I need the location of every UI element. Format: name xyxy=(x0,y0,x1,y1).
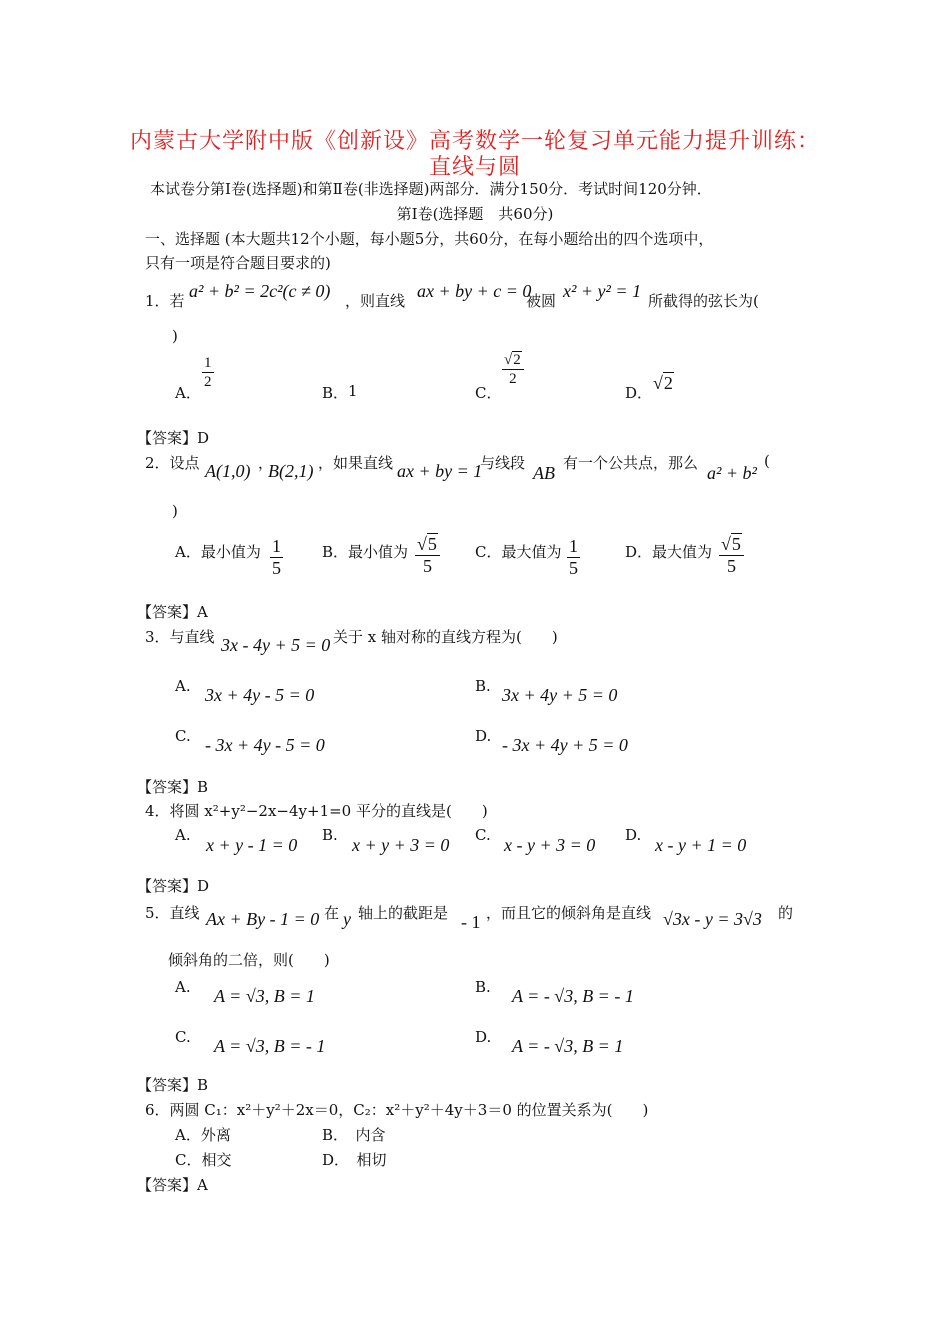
q2-option-b-fraction: $\frac{√5}{5}$ xyxy=(415,535,440,577)
q5-line2-equation: √3x - y = 3√3 xyxy=(663,909,762,929)
q2-option-d-radicand: 5 xyxy=(731,534,741,554)
q2-option-b-denominator: 5 xyxy=(422,555,432,576)
q2-option-c-fraction xyxy=(567,537,580,579)
q2-point-b: B(2,1) xyxy=(268,461,314,481)
q2-comma: ， xyxy=(258,454,274,472)
q2-option-b-label: B．最小值为 xyxy=(322,543,409,561)
q4-option-a: x + y - 1 = 0 xyxy=(206,835,298,855)
q6-option-c: C．相交 xyxy=(175,1151,232,1169)
q5-option-a-label: A. xyxy=(175,978,191,996)
q2-option-a-fraction xyxy=(270,537,283,579)
q1-option-c-label: C． xyxy=(475,384,502,402)
document-title-line1: 内蒙古大学附中版《创新设》高考数学一轮复习单元能力提升训练： xyxy=(129,129,820,154)
q1-option-c-radicand: 2 xyxy=(513,352,521,368)
q1-paren-close: ) xyxy=(172,327,178,345)
q2-option-d-denominator: 5 xyxy=(726,555,736,576)
q5-answer: 【答案】B xyxy=(137,1076,209,1094)
q5-text-3: 轴上的截距是 xyxy=(358,904,449,922)
q2-expression: a² + b² xyxy=(707,463,757,483)
q2-option-d-label: D．最大值为 xyxy=(625,543,713,561)
q1-option-c-denominator: 2 xyxy=(509,370,517,387)
q3-option-d: - 3x + 4y + 5 = 0 xyxy=(502,735,628,755)
q5-intercept: - 1 xyxy=(461,912,481,932)
q5-line2-continuation: 倾斜角的二倍，则( ) xyxy=(168,951,330,969)
q1-number: 1．若 xyxy=(145,292,185,310)
q5-option-d: A = - √3, B = 1 xyxy=(512,1036,624,1056)
q2-text-4: 有一个公共点，那么 xyxy=(563,454,699,472)
q3-option-c-label: C. xyxy=(175,727,191,745)
q4-text: 4．将圆 x²+y²−2x−4y+1=0 平分的直线是( ) xyxy=(145,802,488,820)
q6-text: 6．两圆 C₁：x²＋y²＋2x＝0，C₂：x²＋y²＋4y＋3＝0 的位置关系为( ) xyxy=(145,1101,649,1119)
q2-option-c-label: C．最大值为 xyxy=(475,543,562,561)
instructions-line1: 一、选择题 (本大题共12个小题，每小题5分，共60分，在每小题给出的四个选项中， xyxy=(145,230,714,248)
q5-option-b-label: B. xyxy=(475,978,491,996)
q1-condition: a² + b² = 2c²(c ≠ 0) xyxy=(189,281,331,301)
q3-option-d-label: D. xyxy=(475,727,492,745)
q1-answer: 【答案】D xyxy=(137,429,210,447)
q2-option-c-numerator: 1 xyxy=(569,536,578,556)
q5-number: 5．直线 xyxy=(145,904,200,922)
q6-answer: 【答案】A xyxy=(137,1176,208,1194)
intro-text: 本试卷分第Ⅰ卷(选择题)和第Ⅱ卷(非选择题)两部分．满分150分．考试时间120分钟． xyxy=(150,180,712,198)
q1-option-b-label: B． xyxy=(322,384,349,402)
q2-text-2: ，如果直线 xyxy=(318,454,394,472)
q2-option-a-label: A．最小值为 xyxy=(175,543,261,561)
q6-option-d: D． 相切 xyxy=(322,1151,387,1169)
q2-answer: 【答案】A xyxy=(137,603,208,621)
q1-text-2: ，则直线 xyxy=(345,292,406,310)
q4-option-c: x - y + 3 = 0 xyxy=(504,835,596,855)
q2-segment: AB xyxy=(533,463,555,483)
q3-answer: 【答案】B xyxy=(137,778,209,796)
q1-option-a-numerator: 1 xyxy=(204,355,212,371)
q4-option-a-label: A. xyxy=(175,826,191,844)
q5-option-c-label: C. xyxy=(175,1028,191,1046)
q5-option-a: A = √3, B = 1 xyxy=(214,986,315,1006)
q1-option-a-fraction xyxy=(202,355,214,391)
q1-option-a-denominator: 2 xyxy=(204,373,212,390)
q5-y-symbol: y xyxy=(343,909,351,929)
q4-option-d: x - y + 1 = 0 xyxy=(655,835,747,855)
q1-text-4: 所截得的弦长为( xyxy=(648,292,759,310)
q2-line-equation: ax + by = 1 xyxy=(397,461,483,481)
q2-paren-close: ) xyxy=(172,502,178,520)
section-title: 第Ⅰ卷(选择题 共60分) xyxy=(396,205,554,223)
q3-option-b: 3x + 4y + 5 = 0 xyxy=(502,685,618,705)
q1-option-d-radicand: 2 xyxy=(663,373,673,393)
q4-option-c-label: C. xyxy=(475,826,491,844)
instructions-line2: 只有一项是符合题目要求的) xyxy=(145,254,331,272)
q2-option-a-numerator: 1 xyxy=(272,536,281,556)
q3-number: 3．与直线 xyxy=(145,628,215,646)
q1-option-d-label: D． xyxy=(625,384,653,402)
q3-option-a-label: A. xyxy=(175,677,191,695)
q3-line-equation: 3x - 4y + 5 = 0 xyxy=(221,635,331,655)
document-title-line2: 直线与圆 xyxy=(428,155,521,180)
q2-text-3: 与线段 xyxy=(480,454,526,472)
q3-text-2: 关于 x 轴对称的直线方程为( ) xyxy=(333,628,558,646)
q5-text-2: 在 xyxy=(324,904,340,922)
q1-option-c-fraction: $\frac{√2}{2}$ xyxy=(502,352,524,388)
q3-option-a: 3x + 4y - 5 = 0 xyxy=(205,685,315,705)
q2-option-c-denominator: 5 xyxy=(569,557,578,578)
q5-line-equation: Ax + By - 1 = 0 xyxy=(206,909,320,929)
q6-option-b: B． 内含 xyxy=(322,1126,386,1144)
q1-option-a-label: A． xyxy=(175,384,201,402)
q1-line-equation: ax + by + c = 0 xyxy=(417,281,532,301)
q2-text-5: ( xyxy=(764,452,770,470)
q1-text-3: 被圆 xyxy=(526,292,557,310)
q4-option-b: x + y + 3 = 0 xyxy=(352,835,450,855)
q1-circle-equation: x² + y² = 1 xyxy=(563,281,642,301)
q3-option-c: - 3x + 4y - 5 = 0 xyxy=(205,735,325,755)
q5-option-c: A = √3, B = - 1 xyxy=(214,1036,326,1056)
q1-option-b-value: 1 xyxy=(348,382,358,400)
q2-option-b-radicand: 5 xyxy=(427,534,437,554)
q4-option-b-label: B. xyxy=(322,826,338,844)
q5-text-5: 的 xyxy=(778,904,794,922)
q5-option-b: A = - √3, B = - 1 xyxy=(512,986,634,1006)
q5-option-d-label: D. xyxy=(475,1028,492,1046)
q2-number: 2．设点 xyxy=(145,454,200,472)
q2-option-d-fraction: $\frac{√5}{5}$ xyxy=(719,535,744,577)
q6-option-a: A．外离 xyxy=(175,1126,231,1144)
q4-option-d-label: D. xyxy=(625,826,642,844)
q2-point-a: A(1,0) xyxy=(205,461,251,481)
q3-option-b-label: B. xyxy=(475,677,491,695)
q5-text-4: ，而且它的倾斜角是直线 xyxy=(486,904,652,922)
q1-option-d-value: √2 xyxy=(653,373,673,393)
q4-answer: 【答案】D xyxy=(137,877,210,895)
q2-option-a-denominator: 5 xyxy=(272,557,281,578)
